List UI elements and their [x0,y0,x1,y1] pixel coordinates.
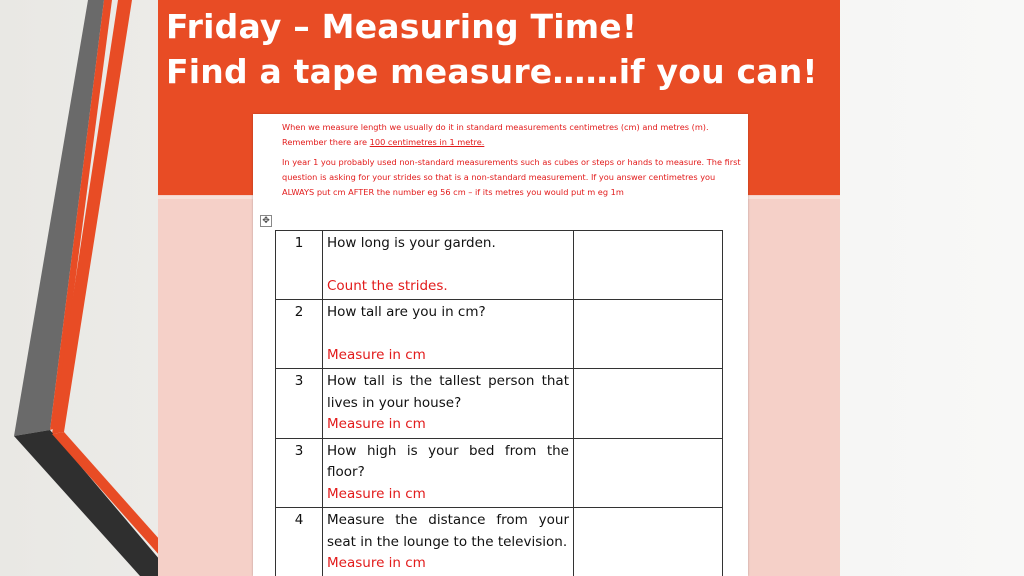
question-cell [323,438,574,508]
table-row [276,369,723,439]
title-line-2: Find a tape measure……if you can! [166,52,818,91]
table-row [276,300,723,369]
question-cell [323,508,574,576]
question-cell [323,300,574,369]
decorative-ribbons [0,0,170,576]
row-number: 4 [276,508,323,576]
table-row [276,438,723,508]
table-row [276,231,723,300]
answer-cell[interactable] [574,438,723,508]
answer-cell[interactable] [574,369,723,439]
answer-cell[interactable] [574,231,723,300]
question-cell [323,231,574,300]
instruction-text: Measure in cm [327,416,426,432]
row-number: 3 [276,369,323,439]
intro-paragraph-2: In year 1 you probably used non-standard measurements such as cubes or steps or hands to measure. The first question is asking for your strides so that is a non-standard measurement. If you answer centimetres you ALWAYS put cm AFTER the number eg 56 cm – if its metres you would put m eg 1m [282,157,741,197]
move-handle-icon[interactable]: ✥ [260,215,272,227]
row-number: 3 [276,438,323,508]
intro-emphasis-link: 100 centimetres in 1 metre. [369,137,485,147]
instruction-text: Measure in cm [327,346,426,363]
question-text: Measure the distance from your seat in the lounge to the television. [327,512,569,550]
intro-text [282,120,742,205]
slide-title [166,4,818,94]
row-number: 1 [276,231,323,300]
intro-paragraph-1-text: When we measure length we usually do it in standard measurements centimetres (cm) and metres (m). Remember there are [282,122,709,147]
title-line-1: Friday – Measuring Time! [166,7,638,46]
row-number: 2 [276,300,323,369]
worksheet-document [253,114,748,576]
question-text: How tall is the tallest person that lives in your house? [327,373,569,411]
questions-table [275,230,723,576]
table-row [276,508,723,576]
instruction-text: Count the strides. [327,277,448,294]
instruction-text: Measure in cm [327,555,426,571]
question-text: How high is your bed from the floor? [327,442,569,480]
intro-paragraph-1 [282,120,742,150]
instruction-text: Measure in cm [327,485,426,502]
answer-cell[interactable] [574,300,723,369]
question-text: How tall are you in cm? [327,304,486,320]
question-cell [323,369,574,439]
question-text: How long is your garden. [327,235,496,251]
answer-cell[interactable] [574,508,723,576]
